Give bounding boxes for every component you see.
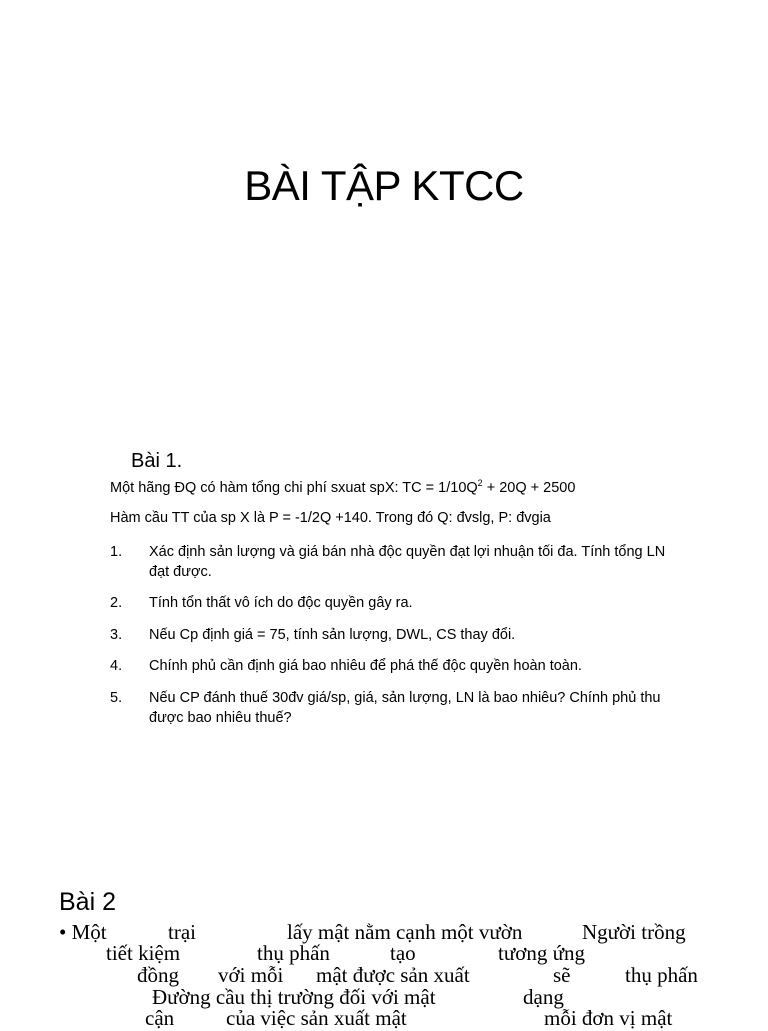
- bai2-text-fragment: tạo: [390, 941, 416, 965]
- bai2-text-fragment: mỗi đơn vị mật: [544, 1006, 673, 1030]
- item-number: 2.: [110, 595, 123, 611]
- bai2-text-fragment: của việc sản xuất mật: [226, 1006, 407, 1030]
- item-number: 5.: [110, 690, 123, 706]
- bai2-text-fragment: lấy mật nằm cạnh một vườn: [287, 920, 523, 944]
- slide-title: BÀI TẬP KTCC: [244, 162, 524, 209]
- bai2-heading: Bài 2: [59, 888, 116, 916]
- bai2-text-fragment: tương ứng: [498, 941, 585, 965]
- bai2-text-fragment: dạng: [523, 985, 564, 1009]
- item-number: 1.: [110, 544, 123, 560]
- bai2-text-fragment: trại: [168, 920, 196, 944]
- item-text: Nếu Cp định giá = 75, tính sản lượng, DWL, CS thay đổi.: [149, 627, 516, 643]
- item-text: Chính phủ cần định giá bao nhiêu để phá thế độc quyền hoàn toàn.: [149, 658, 582, 674]
- bai2-text-fragment: mật được sản xuất: [316, 963, 470, 987]
- bai2-text-fragment: với mỗi: [218, 963, 284, 987]
- item-text: Tính tổn thất vô ích do độc quyền gây ra.: [149, 595, 413, 611]
- bai2-text-fragment: sẽ: [553, 963, 571, 987]
- bai2-text-fragment: tiết kiệm: [106, 941, 181, 965]
- bai2-text-fragment: đồng: [137, 963, 179, 987]
- bai2-text-fragment: Người trồng: [582, 920, 686, 944]
- bai1-line-demand-function: Hàm cầu TT của sp X là P = -1/2Q +140. Trong đó Q: đvslg, P: đvgia: [110, 510, 551, 526]
- item-text: Nếu CP đánh thuế 30đv giá/sp, giá, sản lượng, LN là bao nhiêu? Chính phủ thu được bao nhiêu thuế?: [149, 690, 661, 726]
- item-number: 3.: [110, 627, 123, 643]
- bai2-text-fragment: thụ phấn: [625, 963, 698, 987]
- bai2-text-fragment: cận: [145, 1006, 175, 1030]
- bai1-line-cost-function: Một hãng ĐQ có hàm tổng chi phí sxuat spX: TC = $1/10Q^2 + 20Q + 2500$: [110, 478, 576, 496]
- bai2-text-fragment: • Một: [59, 920, 107, 944]
- bai1-heading: Bài 1.: [131, 450, 183, 472]
- item-text: Xác định sản lượng và giá bán nhà độc quyền đạt lợi nhuận tối đa. Tính tổng LN đạt được.: [149, 544, 666, 580]
- item-number: 4.: [110, 658, 123, 674]
- bai2-text-fragment: Đường cầu thị trường đối với mật: [152, 985, 436, 1009]
- bai2-text-fragment: thụ phấn: [257, 941, 330, 965]
